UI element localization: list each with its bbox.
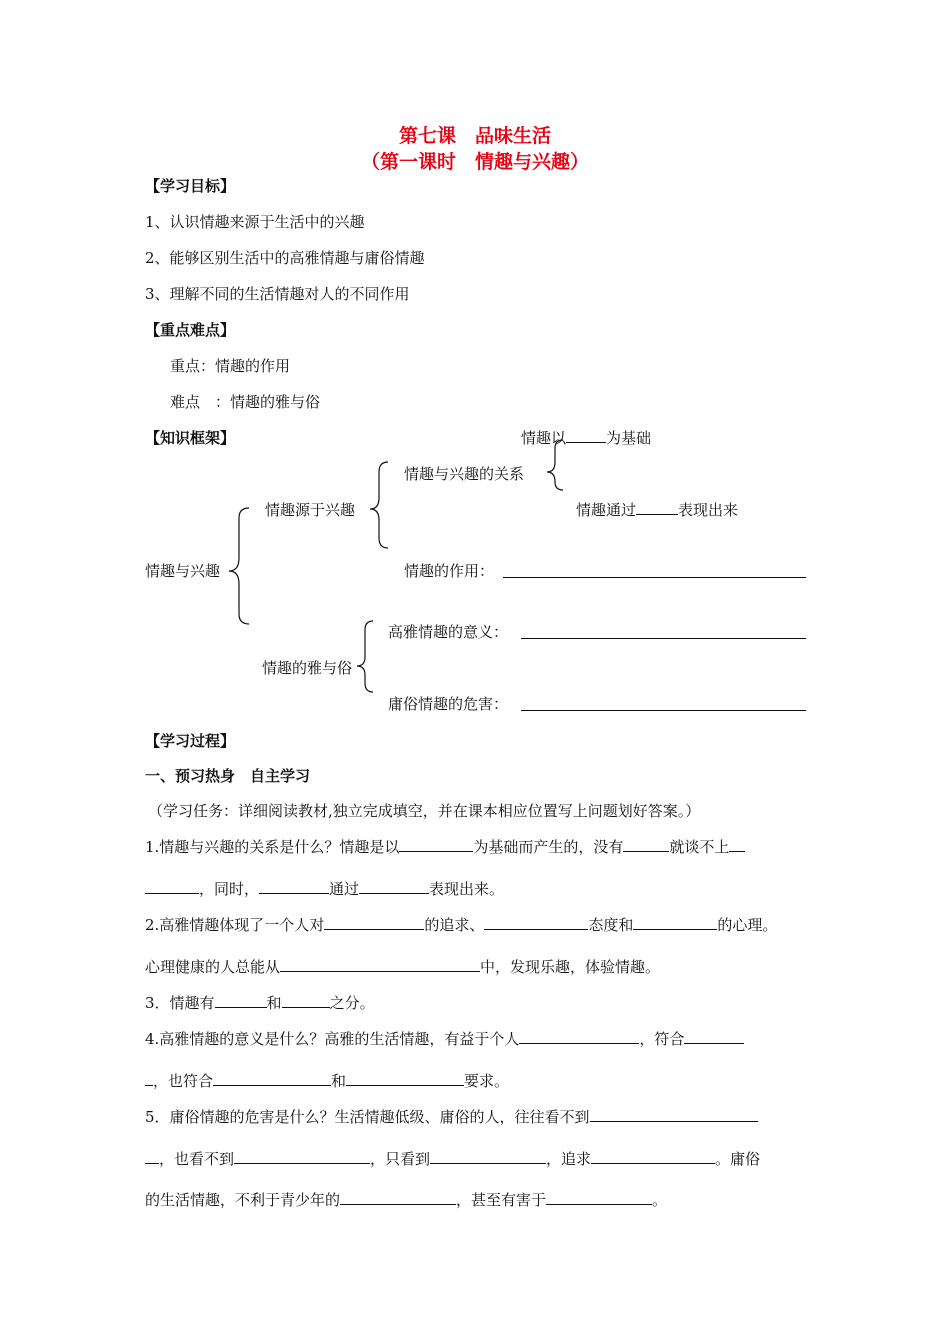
question-1-line-2: ，同时， 通过 表现出来。 [145, 879, 504, 899]
framework-root: 情趣与兴趣 [145, 562, 221, 580]
blank-line[interactable] [282, 993, 330, 1008]
question-3: 3．情趣有 和 之分。 [145, 994, 375, 1012]
elegant-meaning-label: 高雅情趣的意义： [388, 623, 509, 641]
blank-line[interactable] [324, 915, 424, 930]
elegance-branch: 情趣的雅与俗 [262, 659, 353, 677]
blank-line[interactable] [215, 993, 267, 1008]
vulgar-harm-label: 庸俗情趣的危害： [388, 695, 509, 713]
question-4-line-2: ，也符合 和 要求。 [145, 1071, 509, 1091]
blank-line[interactable] [729, 837, 745, 852]
relation-expression: 情趣通过 表现出来 [576, 501, 739, 519]
blank-line[interactable] [145, 1071, 153, 1086]
question-2-line-1: 2.高雅情趣体现了一个人对 的追求、 态度和 的心理。 [145, 916, 778, 934]
brace-relation [547, 440, 563, 490]
blank-line[interactable] [340, 1190, 456, 1205]
relation-label: 情趣与兴趣的关系 [404, 465, 525, 483]
goal-item: 2、能够区别生活中的高雅情趣与庸俗情趣 [145, 249, 425, 267]
lesson-title: 第七课 品味生活 [398, 125, 551, 147]
function-label: 情趣的作用： [404, 562, 495, 580]
source-branch: 情趣源于兴趣 [265, 501, 356, 519]
blank-line[interactable] [633, 915, 717, 930]
question-2-line-2: 心理健康的人总能从 中，发现乐趣，体验情趣。 [145, 958, 661, 976]
blank-line[interactable] [430, 1149, 546, 1164]
blank-line[interactable] [684, 1029, 744, 1044]
blank-line[interactable] [213, 1071, 331, 1086]
task-instruction: （学习任务：详细阅读教材,独立完成填空，并在课本相应位置写上问题划好答案。） [148, 802, 701, 820]
blank-line[interactable] [484, 915, 588, 930]
blank-line[interactable] [519, 1029, 639, 1044]
blank-line[interactable] [590, 1107, 758, 1122]
blank-line[interactable] [145, 879, 199, 894]
blank-line[interactable] [145, 1149, 159, 1164]
question-4-line-1: 4.高雅情趣的意义是什么？高雅的生活情趣，有益于个人 ，符合 [145, 1029, 744, 1049]
section-heading: 一、预习热身 自主学习 [145, 767, 311, 785]
question-1-line-1: 1.情趣与兴趣的关系是什么？情趣是以 为基础而产生的，没有 就谈不上 [145, 837, 745, 857]
blank-line[interactable] [359, 879, 429, 894]
goals-heading: 【学习目标】 [145, 177, 236, 195]
process-heading: 【学习过程】 [145, 732, 236, 750]
goal-item: 1、认识情趣来源于生活中的兴趣 [145, 213, 365, 231]
blank-line[interactable] [259, 879, 329, 894]
blank-line[interactable] [399, 837, 473, 852]
question-5-line-3: 的生活情趣，不利于青少年的 ，甚至有害于 。 [145, 1191, 668, 1209]
blank-line[interactable] [280, 957, 480, 972]
keypoints-heading: 【重点难点】 [145, 321, 236, 339]
question-5-line-1: 5．庸俗情趣的危害是什么？生活情趣低级、庸俗的人，往往看不到 [145, 1107, 758, 1127]
blank-line[interactable] [346, 1071, 464, 1086]
blank-line[interactable] [623, 837, 669, 852]
blank-line[interactable] [234, 1149, 370, 1164]
focus-point: 重点：情趣的作用 [170, 357, 291, 375]
brace-source [370, 462, 388, 548]
blank-line[interactable] [546, 1190, 652, 1205]
lesson-subtitle: （第一课时 情趣与兴趣） [360, 151, 589, 173]
question-5-line-2: ，也看不到 ，只看到 ，追求 。庸俗 [145, 1149, 760, 1169]
brace-root [229, 508, 249, 624]
framework-heading: 【知识框架】 [145, 429, 236, 447]
goal-item: 3、理解不同的生活情趣对人的不同作用 [145, 285, 410, 303]
brace-elegance [357, 621, 373, 692]
blank-line[interactable] [591, 1149, 715, 1164]
difficulty-point: 难点 ：情趣的雅与俗 [170, 393, 321, 411]
relation-basis: 情趣以 为基础 [521, 429, 652, 447]
